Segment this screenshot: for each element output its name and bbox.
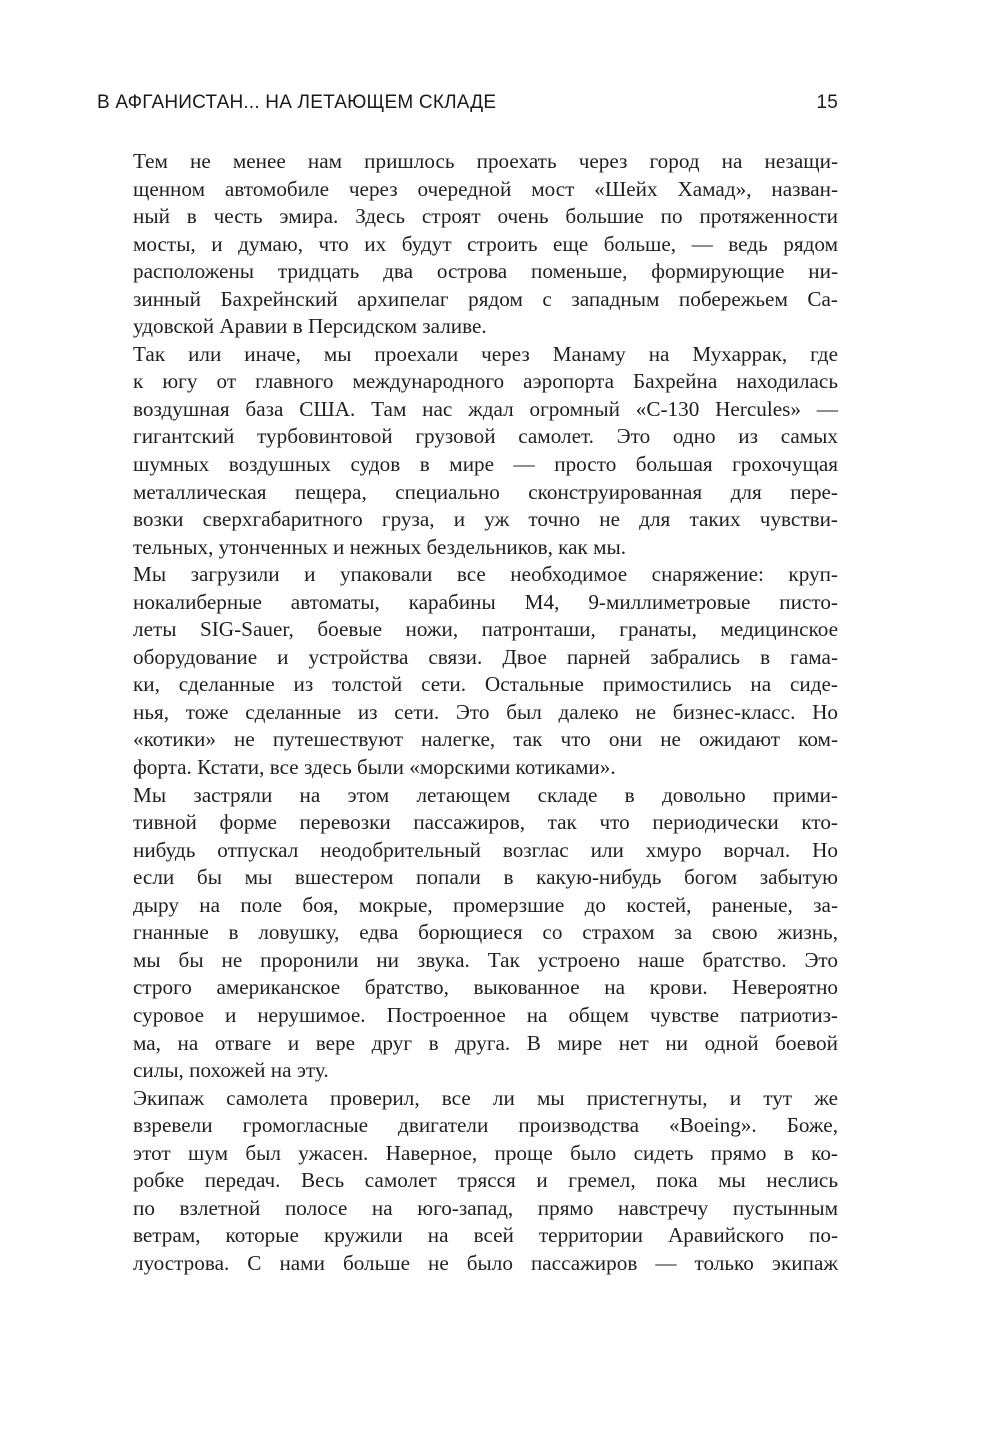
- text-line: «котики» не путешествуют налегке, так что они не ожидают ком-: [133, 727, 838, 752]
- text-line: щенном автомобиле через очередной мост «Шейх Хамад», назван-: [133, 176, 838, 201]
- text-line: по взлетной полосе на юго-запад, прямо навстречу пустынным: [133, 1195, 838, 1220]
- chapter-title: В АФГАНИСТАН... НА ЛЕТАЮЩЕМ СКЛАДЕ: [97, 92, 497, 113]
- text-line: ветрам, которые кружили на всей территории Аравийского по-: [133, 1223, 838, 1248]
- text-line: ма, на отваге и вере друг в друга. В мире нет ни одной боевой: [133, 1030, 838, 1055]
- text-line: оборудование и устройства связи. Двое парней забрались в гама-: [133, 644, 838, 669]
- text-line: Экипаж самолета проверил, все ли мы пристегнуты, и тут же: [133, 1085, 838, 1110]
- text-line: ный в честь эмира. Здесь строят очень большие по протяженности: [133, 204, 838, 229]
- text-line: нокалиберные автоматы, карабины M4, 9-миллиметровые писто-: [133, 589, 838, 614]
- running-header: [97, 92, 838, 122]
- text-line: мосты, и думаю, что их будут строить еще больше, — ведь рядом: [133, 231, 838, 256]
- text-line: луострова. С нами больше не было пассажиров — только экипаж: [133, 1250, 838, 1275]
- text-line: Мы застряли на этом летающем складе в довольно прими-: [133, 782, 838, 807]
- text-line: Мы загрузили и упаковали все необходимое снаряжение: круп-: [133, 562, 838, 587]
- text-line: Так или иначе, мы проехали через Манаму на Мухаррак, где: [133, 341, 838, 366]
- text-line: тельных, утонченных и нежных бездельников, как мы.: [133, 534, 627, 559]
- paragraph: [97, 148, 838, 341]
- text-line: к югу от главного международного аэропорта Бахрейна находилась: [133, 369, 838, 394]
- text-line: дыру на поле боя, мокрые, промерзшие до костей, раненые, за-: [133, 892, 838, 917]
- text-line: гигантский турбовинтовой грузовой самолет. Это одно из самых: [133, 424, 838, 449]
- text-line: суровое и нерушимое. Построенное на общем чувстве патриотиз-: [133, 1002, 838, 1027]
- paragraph: [97, 561, 838, 781]
- text-line: силы, похожей на эту.: [133, 1058, 329, 1083]
- text-line: форта. Кстати, все здесь были «морскими котиками».: [133, 755, 616, 780]
- text-line: воздушная база США. Там нас ждал огромный «C-130 Hercules» —: [133, 396, 838, 421]
- text-line: взревели громогласные двигатели производства «Boeing». Боже,: [133, 1113, 838, 1138]
- text-line: нибудь отпускал неодобрительный возглас или хмуро ворчал. Но: [133, 837, 838, 862]
- paragraph: [97, 782, 838, 1085]
- text-line: леты SIG-Sauer, боевые ножи, патронташи, гранаты, медицинское: [133, 617, 838, 642]
- text-line: шумных воздушных судов в мире — просто большая грохочущая: [133, 452, 838, 477]
- text-line: ки, сделанные из толстой сети. Остальные примостились на сиде-: [133, 672, 838, 697]
- text-line: гнанные в ловушку, едва борющиеся со страхом за свою жизнь,: [133, 920, 838, 945]
- text-line: удовской Аравии в Персидском заливе.: [133, 314, 487, 339]
- body-text: [97, 148, 838, 1277]
- text-line: зинный Бахрейнский архипелаг рядом с западным побережьем Са-: [133, 286, 838, 311]
- text-line: строго американское братство, выкованное на крови. Невероятно: [133, 975, 838, 1000]
- text-line: металлическая пещера, специально сконструированная для пере-: [133, 479, 838, 504]
- text-line: робке передач. Весь самолет трясся и гремел, пока мы неслись: [133, 1168, 838, 1193]
- text-line: нья, тоже сделанные из сети. Это был далеко не бизнес-класс. Но: [133, 699, 838, 724]
- text-line: Тем не менее нам пришлось проехать через город на незащи-: [133, 149, 838, 173]
- text-line: этот шум был ужасен. Наверное, проще было сидеть прямо в ко-: [133, 1140, 838, 1165]
- text-line: мы бы не проронили ни звука. Так устроено наше братство. Это: [133, 947, 838, 972]
- paragraph: [97, 341, 838, 561]
- paragraph: [97, 1085, 838, 1278]
- text-line: расположены тридцать два острова поменьше, формирующие ни-: [133, 259, 838, 284]
- text-line: возки сверхгабаритного груза, и уж точно не для таких чувстви-: [133, 507, 838, 532]
- page-number: 15: [816, 92, 838, 113]
- text-line: тивной форме перевозки пассажиров, так что периодически кто-: [133, 810, 838, 835]
- text-line: если бы мы вшестером попали в какую-нибудь богом забытую: [133, 865, 838, 890]
